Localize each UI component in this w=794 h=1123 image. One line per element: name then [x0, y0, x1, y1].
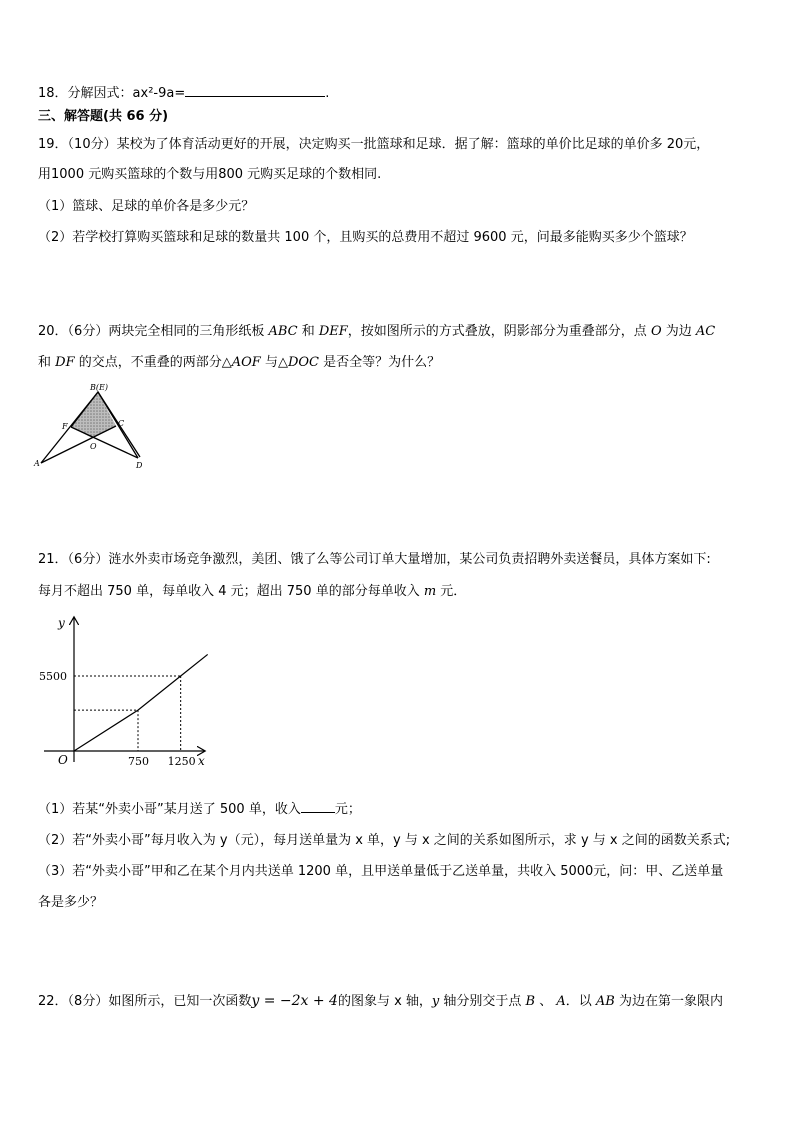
triangles-figure	[30, 380, 160, 472]
q19-line-1: 19．（10分）某校为了体育活动更好的开展，决定购买一批篮球和足球．据了解：篮球的单价比足球的单价多 20元，	[38, 137, 710, 152]
label-c: C	[118, 419, 125, 428]
q21-line-1: 21．（6分）涟水外卖市场竞争激烈，美团、饿了么等公司订单大量增加，某公司负责招聘外卖送餐员，具体方案如下:	[38, 552, 711, 567]
overlap-shading	[71, 392, 116, 438]
q18-period: .	[325, 86, 330, 101]
math-df: DF	[55, 355, 75, 370]
q22-line-1: 22．（8分）如图所示，已知一次函数y = −2x + 4的图象与 x 轴，y 轴分别交于点 B 、 A．以 AB 为边在第一象限内	[38, 993, 723, 1009]
label-d: D	[136, 461, 143, 470]
q18-text: 18．	[38, 86, 68, 101]
math-def: DEF	[318, 324, 348, 339]
x-tick-750: 750	[128, 755, 149, 768]
label-f: F	[62, 422, 68, 431]
section-heading: 三、解答题(共 66 分)	[38, 109, 169, 124]
q19-part-2: （2）若学校打算购买篮球和足球的数量共 100 个，且购买的总费用不超过 9600 元，问最多能购买多少个篮球？	[38, 230, 693, 245]
x-tick-1250: 1250	[167, 755, 196, 768]
q21-part-1: （1）若某“外卖小哥”某月送了 500 单，收入 元；	[38, 802, 361, 817]
q18-expression: 分解因式：ax²-9a=	[67, 86, 186, 101]
math-o: O	[650, 324, 662, 339]
math-b: B	[525, 994, 536, 1009]
q19-part-1: （1）篮球、足球的单价各是多少元？	[38, 199, 255, 214]
answer-blank	[301, 800, 335, 813]
math-a: A	[556, 994, 566, 1009]
income-chart	[30, 612, 220, 772]
answer-blank	[185, 84, 325, 97]
q19-line-2: 用1000 元购买篮球的个数与用800 元购买足球的个数相同.	[38, 167, 382, 182]
q21-part-2: （2）若“外卖小哥”每月收入为 y（元），每月送单量为 x 单，y 与 x 之间的关系如图所示，求 y 与 x 之间的函数关系式;	[38, 833, 731, 848]
segment-ac	[41, 426, 116, 463]
q20-line-1: 20．（6分）两块完全相同的三角形纸板 ABC 和 DEF，按如图所示的方式叠放，阴影部分为重叠部分，点 O 为边 AC	[38, 324, 716, 339]
q21-part-3a: （3）若“外卖小哥”甲和乙在某个月内共送单 1200 单，且甲送单量低于乙送单量，共收入 5000元，问：甲、乙送单量	[38, 864, 724, 879]
math-ac: AC	[695, 324, 716, 339]
q20-line-2: 和 DF 的交点，不重叠的两部分△AOF 与△DOC 是否全等？为什么？	[38, 355, 441, 370]
x-axis-label: x	[198, 754, 205, 768]
math-ab: AB	[595, 994, 615, 1009]
q21-part-3b: 各是多少？	[38, 895, 104, 910]
y-axis-label: y	[58, 616, 65, 630]
label-o: O	[90, 442, 97, 451]
label-a: A	[34, 459, 40, 468]
math-abc: ABC	[268, 324, 298, 339]
y-tick-5500: 5500	[39, 670, 67, 683]
income-line	[74, 654, 208, 751]
q21-line-2: 每月不超出 750 单，每单收入 4 元；超出 750 单的部分每单收入 m 元．	[38, 584, 467, 599]
math-m: m	[423, 584, 437, 599]
origin-label: O	[58, 753, 68, 767]
math-doc: DOC	[287, 355, 319, 370]
function-expression: y = −2x + 4	[251, 993, 338, 1009]
q18-line	[38, 84, 329, 103]
math-y: y	[431, 994, 440, 1009]
guide-lines	[74, 676, 181, 751]
label-be: B(E)	[90, 383, 108, 392]
math-aof: AOF	[231, 355, 261, 370]
